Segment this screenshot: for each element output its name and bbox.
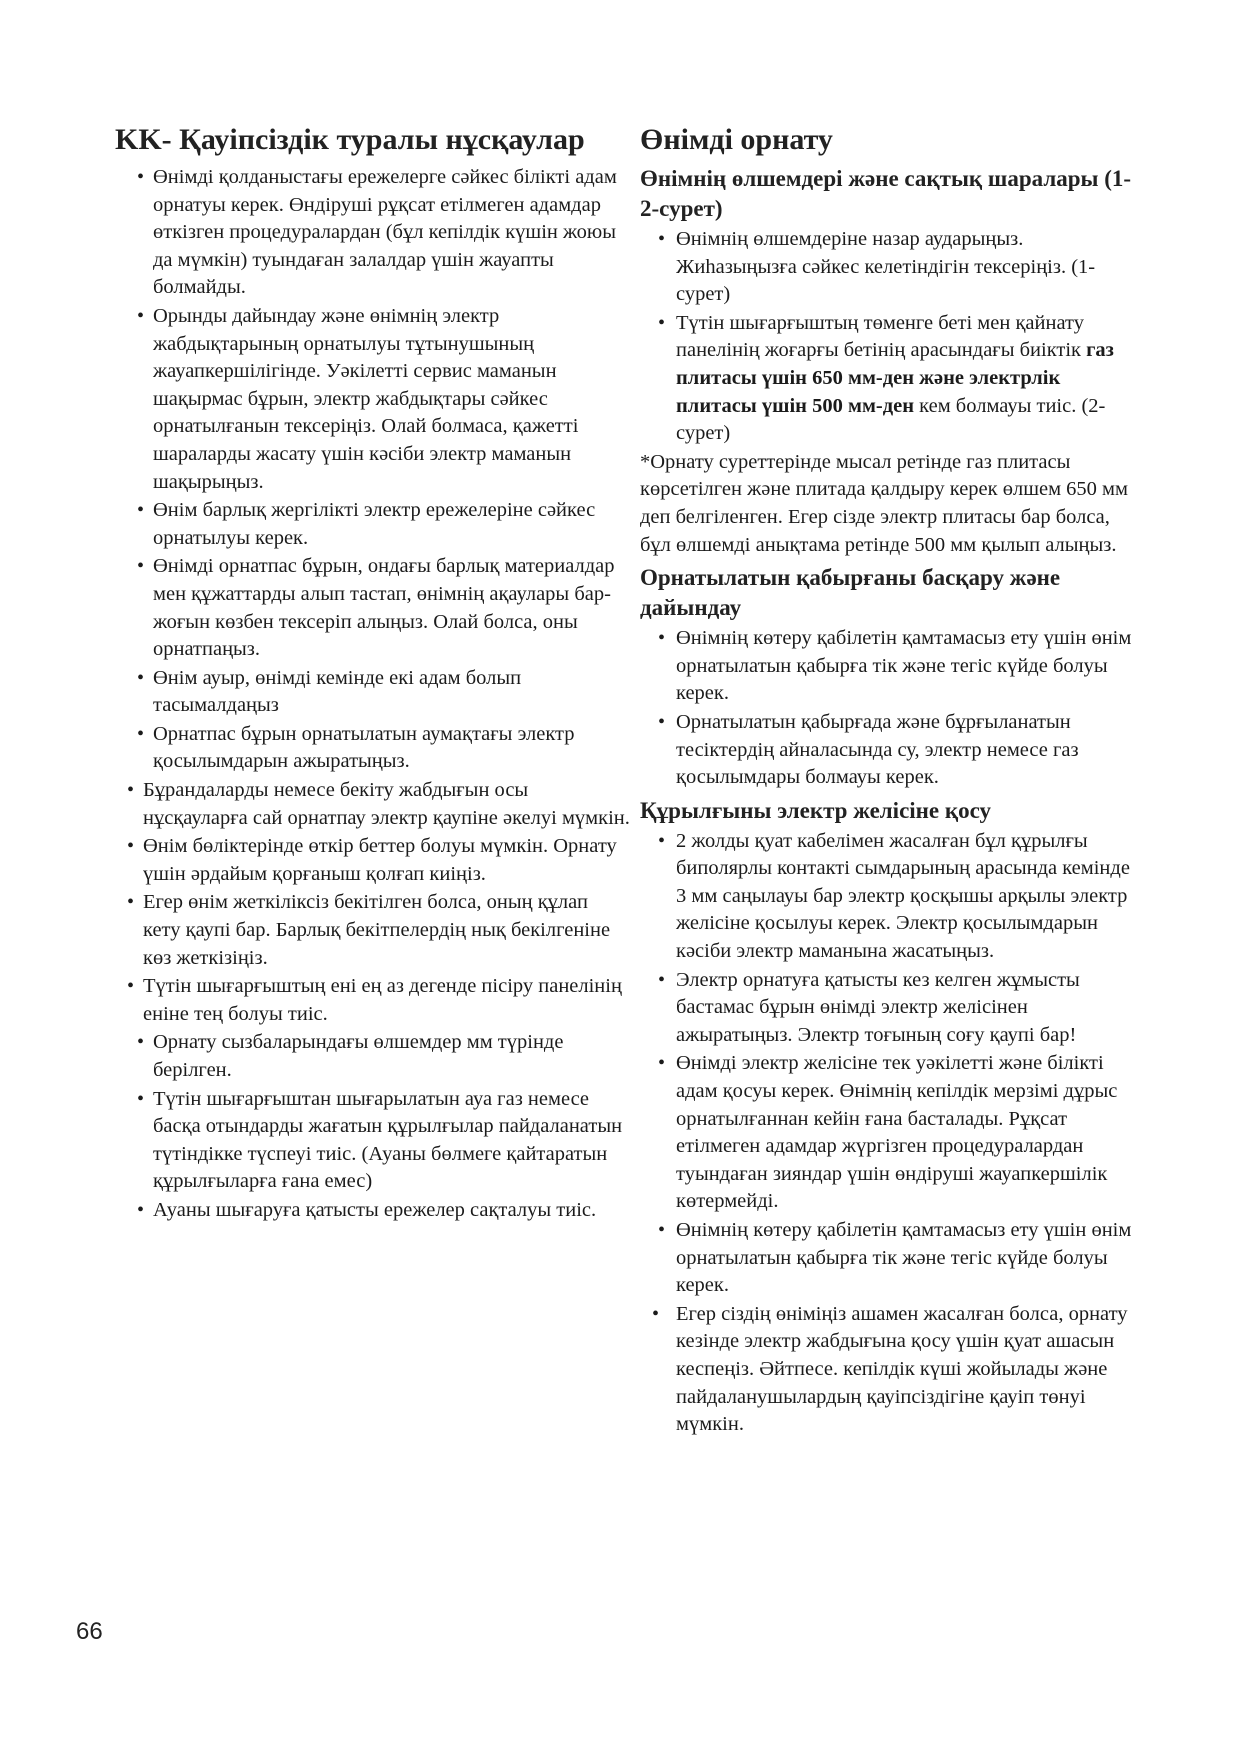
dimensions-item-bold: газ плитасы үшін 650 мм-ден және электрлік плитасы үшін 500 мм-ден [676,339,1114,417]
safety-item: • Орнату сызбаларындағы өлшемдер мм түрінде берілген. [129,1029,630,1084]
left-column [115,120,630,1226]
dimensions-heading: Өнімнің өлшемдері және сақтық шаралары (1-2-сурет) [640,166,1132,221]
safety-item: • Өнімді орнатпас бұрын, ондағы барлық материалдар мен құжаттарды алып тастап, өнімнің ақаулары бар-жоғын көзбен тексеріп алыңыз. Олай болса, оны орнатпаңыз. [129,553,630,663]
wall-item: • Орнатылатын қабырғада және бұрғыланатын тесіктердің айналасында су, электр немесе газ қосылымдары болмауы керек. [650,709,1140,792]
dimensions-item: • Өнімнің өлшемдеріне назар аударыңыз. Жиһазыңызға сәйкес келетіндігін тексеріңіз. (1-сурет) [650,226,1140,309]
page-number: 66 [76,1618,103,1645]
electric-item: • Егер сіздің өніміңіз ашамен жасалған болса, орнату кезінде электр жабдығына қосу үшін қуат ашасын кеспеңіз. Әйтпесе. кепілдік күші жойылады және пайдаланушылардың қауіпсіздігіне қауіп төнуі мүмкін. [650,1301,1140,1439]
safety-item: • Өнім бөліктерінде өткір беттер болуы мүмкін. Орнату үшін әрдайым қорғаныш қолғап киіңіз. [129,833,630,888]
wall-heading: Орнатылатын қабырғаны басқару және дайындау [640,565,1061,621]
electric-item: • Өнімнің көтеру қабілетін қамтамасыз ету үшін өнім орнатылатын қабырға тік және тегіс күйде болуы керек. [650,1217,1140,1300]
electric-heading: Құрылғыны электр желісіне қосу [640,797,992,823]
safety-item: • Өнімді қолданыстағы ережелерге сәйкес білікті адам орнатуы керек. Өндіруші рұқсат етілмеген адамдар өткізген процедуралардан (бұл кепілдік күшін жоюы да мүмкін) туындаған залалдар үшін жауапты болмайды. [129,164,630,302]
right-column [640,120,1140,1440]
safety-item: • Бұрандаларды немесе бекіту жабдығын осы нұсқауларға сай орнатпау электр қаупіне әкелуі мүмкін. [129,777,630,832]
install-title: Өнімді орнату [640,123,833,156]
dimensions-item-text-end: кем болмауы тиіс. (2-сурет) [676,394,1106,445]
electric-item: • 2 жолды қуат кабелімен жасалған бұл құрылғы биполярлы контакті сымдарының арасында кемінде 3 мм саңылауы бар электр қосқышы арқылы электр желісіне қосылуы керек. Электр қосылымдарын кәсіби электр маманына жасатыңыз. [650,828,1140,966]
electric-item: • Электр орнатуға қатысты кез келген жұмысты бастамас бұрын өнімді электр желісінен ажыратыңыз. Электр тоғының соғу қаупі бар! [650,967,1140,1050]
wall-item: • Өнімнің көтеру қабілетін қамтамасыз ету үшін өнім орнатылатын қабырға тік және тегіс күйде болуы керек. [650,625,1140,708]
dimensions-note: *Орнату суреттерінде мысал ретінде газ плитасы көрсетілген және плитада қалдыру керек өлшем 650 мм деп белгіленген. Егер сізде электр плитасы бар болса, бұл өлшемді анықтама ретінде 500 мм қылып алыңыз. [640,450,1129,556]
dimensions-item-text: Түтін шығарғыштың төменге беті мен қайнату панелінің жоғарғы бетінің арасындағы биіктік [676,311,1087,362]
safety-item: • Өнім барлық жергілікті электр ережелеріне сәйкес орнатылуы керек. [129,497,630,552]
safety-item: • Орнатпас бұрын орнатылатын аумақтағы электр қосылымдарын ажыратыңыз. [129,721,630,776]
safety-item: • Түтін шығарғыштың ені ең аз дегенде пісіру панелінің еніне тең болуы тиіс. [129,973,630,1028]
safety-item: • Түтін шығарғыштан шығарылатын ауа газ немесе басқа отындарды жағатын құрылғылар пайдаланатын түтіндікке түспеуі тиіс. (Ауаны бөлмеге қайтаратын құрылғыларға ғана емес) [129,1086,630,1196]
electric-item: • Өнімді электр желісіне тек уәкілетті және білікті адам қосуы керек. Өнімнің кепілдік мерзімі дұрыс орнатылғаннан кейін ғана басталады. Рұқсат етілмеген адамдар жүргізген процедуралардан туындаған зияндар үшін өндіруші жауапкершілік көтермейді. [650,1050,1140,1216]
safety-item: • Ауаны шығаруға қатысты ережелер сақталуы тиіс. [129,1197,630,1225]
safety-item: • Егер өнім жеткіліксіз бекітілген болса, оның құлап кету қаупі бар. Барлық бекітпелердің нық бекілгеніне көз жеткізіңіз. [129,889,630,972]
safety-title: KK- Қауіпсіздік туралы нұсқаулар [115,123,585,156]
dimensions-item [650,310,1140,448]
safety-item: • Өнім ауыр, өнімді кемінде екі адам болып тасымалдаңыз [129,665,630,720]
safety-item: • Орынды дайындау және өнімнің электр жабдықтарының орнатылуы тұтынушының жауапкершілігінде. Уәкілетті сервис маманын шақырмас бұрын, электр жабдықтары сәйкес орнатылғанын тексеріңіз. Олай болмаса, қажетті шараларды жасату үшін кәсіби электр маманын шақырыңыз. [129,303,630,496]
